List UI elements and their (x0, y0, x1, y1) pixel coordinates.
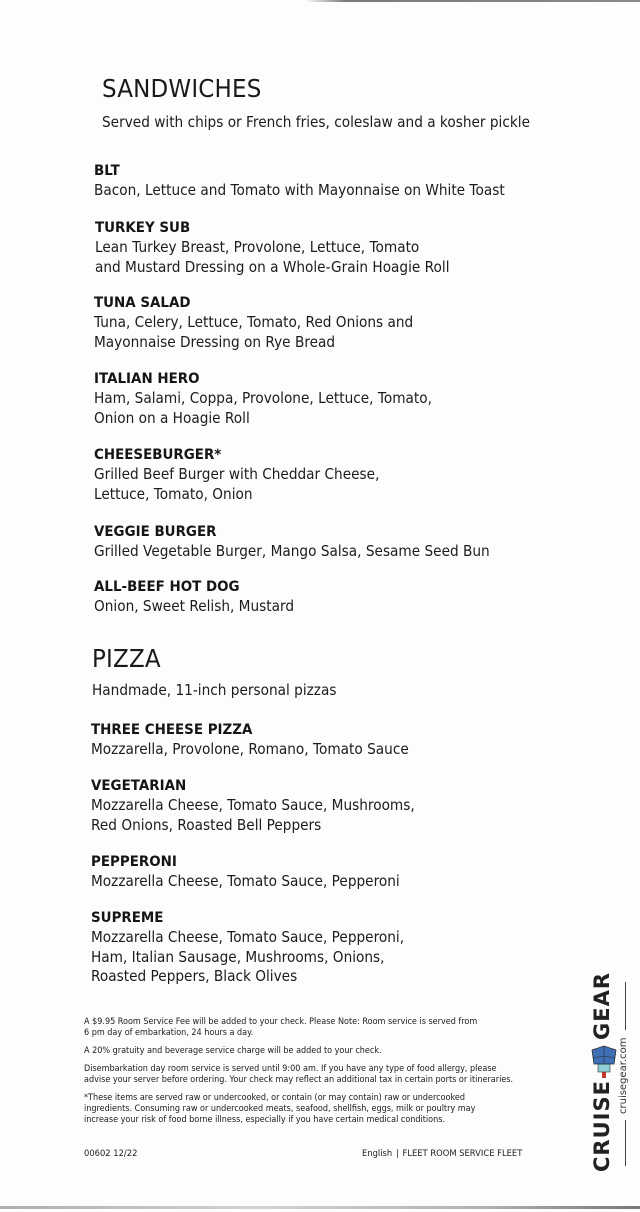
item-name: VEGETARIAN (91, 777, 187, 794)
page-top-edge (305, 0, 640, 2)
divider (625, 982, 626, 1030)
logo-word-gear: GEAR (590, 971, 614, 1040)
note-gratuity (84, 1046, 568, 1057)
logo-brand (590, 968, 616, 1180)
item-desc-line: Ham, Italian Sausage, Mushrooms, Onions, (91, 947, 385, 966)
item-desc-line: Lean Turkey Breast, Provolone, Lettuce, Tomato (95, 238, 420, 256)
menu-item-supreme (91, 909, 571, 987)
divider (625, 1120, 626, 1166)
section-title-pizza: PIZZA (92, 644, 161, 673)
logo-word-cruise: CRUISE (590, 1080, 614, 1172)
menu-language: English (362, 1149, 393, 1159)
section-subtitle-sandwiches: Served with chips or French fries, coleslaw and a kosher pickle (102, 113, 531, 131)
item-name: SUPREME (91, 909, 164, 926)
item-desc-line: Tuna, Celery, Lettuce, Tomato, Red Onions and (94, 313, 414, 331)
menu-item-blt (94, 162, 574, 201)
note-line: advise your server before ordering. Your check may reflect an additional tax in certain ports or itineraries. (84, 1075, 514, 1085)
note-line: A 20% gratuity and beverage service charge will be added to your check. (84, 1046, 382, 1056)
menu-code: 00602 12/22 (84, 1149, 138, 1159)
logo-url-row (618, 968, 634, 1180)
note-raw-food-warning (84, 1093, 568, 1126)
item-desc-line: Mozzarella Cheese, Tomato Sauce, Pepperoni (91, 872, 400, 890)
section-title-sandwiches: SANDWICHES (102, 74, 262, 103)
item-name: TUNA SALAD (94, 294, 191, 311)
item-desc (91, 796, 523, 835)
item-desc (94, 181, 526, 201)
item-desc-line: Roasted Peppers, Black Olives (91, 967, 298, 985)
menu-item-pepperoni (91, 853, 571, 892)
item-desc (94, 597, 526, 617)
fine-print-notes (84, 1017, 604, 1133)
note-line: ingredients. Consuming raw or undercooked meats, seafood, shellfish, eggs, milk or poultry may (84, 1104, 476, 1114)
menu-item-cheeseburger (94, 446, 574, 504)
item-name: THREE CHEESE PIZZA (91, 721, 253, 738)
item-name: BLT (94, 162, 120, 179)
item-desc (94, 465, 526, 504)
item-desc (91, 872, 523, 892)
item-name: ALL-BEEF HOT DOG (94, 578, 240, 595)
menu-name: FLEET ROOM SERVICE FLEET (402, 1149, 523, 1159)
item-name: VEGGIE BURGER (94, 523, 217, 540)
item-name: TURKEY SUB (95, 219, 191, 236)
item-desc-line: Mozzarella Cheese, Tomato Sauce, Mushrooms, (91, 796, 415, 814)
item-desc-line: Onion on a Hoagie Roll (94, 408, 250, 427)
section-subtitle-pizza: Handmade, 11-inch personal pizzas (92, 681, 337, 699)
item-name: PEPPERONI (91, 853, 177, 870)
ship-icon (590, 1044, 618, 1080)
item-desc-line: Ham, Salami, Coppa, Provolone, Lettuce, Tomato, (94, 389, 433, 407)
menu-item-tuna-salad (94, 294, 574, 352)
logo-url: cruisegear.com (618, 1037, 629, 1114)
item-name: CHEESEBURGER* (94, 446, 222, 463)
item-desc-line: Onion, Sweet Relish, Mustard (94, 597, 295, 615)
menu-item-three-cheese-pizza (91, 721, 571, 760)
item-desc-line: Grilled Vegetable Burger, Mango Salsa, Sesame Seed Bun (94, 542, 490, 560)
note-line: *These items are served raw or undercooked, or contain (or may contain) raw or undercooked (84, 1093, 465, 1103)
note-line: Disembarkation day room service is served until 9:00 am. If you have any type of food allergy, please (84, 1064, 497, 1074)
item-desc-line: Mozzarella Cheese, Tomato Sauce, Pepperoni, (91, 928, 405, 946)
item-name: ITALIAN HERO (94, 370, 200, 387)
note-line: A $9.95 Room Service Fee will be added to your check. Please Note: Room service is served from (84, 1017, 478, 1027)
menu-item-veggie-burger (94, 523, 574, 562)
item-desc-line: Mozzarella, Provolone, Romano, Tomato Sauce (91, 740, 409, 758)
menu-item-turkey-sub (95, 219, 575, 277)
note-disembarkation (84, 1064, 568, 1086)
page-bottom-edge (0, 1206, 640, 1209)
item-desc-line: and Mustard Dressing on a Whole-Grain Hoagie Roll (95, 257, 450, 276)
menu-item-vegetarian (91, 777, 571, 835)
item-desc (91, 740, 523, 760)
menu-item-italian-hero (94, 370, 574, 428)
item-desc-line: Bacon, Lettuce and Tomato with Mayonnaise on White Toast (94, 181, 505, 199)
item-desc (94, 389, 526, 428)
item-desc-line: Red Onions, Roasted Bell Peppers (91, 815, 322, 834)
cruise-gear-watermark (588, 968, 638, 1180)
item-desc (91, 928, 523, 987)
note-room-service-fee (84, 1017, 568, 1039)
item-desc (94, 542, 526, 562)
item-desc-line: Grilled Beef Burger with Cheddar Cheese, (94, 465, 380, 483)
item-desc (94, 313, 526, 352)
note-line: increase your risk of food borne illness, especially if you have certain medical conditions. (84, 1115, 446, 1125)
separator: | (395, 1149, 399, 1159)
menu-language-line (362, 1149, 522, 1159)
item-desc (95, 238, 527, 277)
item-desc-line: Mayonnaise Dressing on Rye Bread (94, 332, 336, 351)
menu-item-all-beef-hot-dog (94, 578, 574, 617)
note-line: 6 pm day of embarkation, 24 hours a day. (84, 1028, 254, 1038)
item-desc-line: Lettuce, Tomato, Onion (94, 484, 253, 503)
